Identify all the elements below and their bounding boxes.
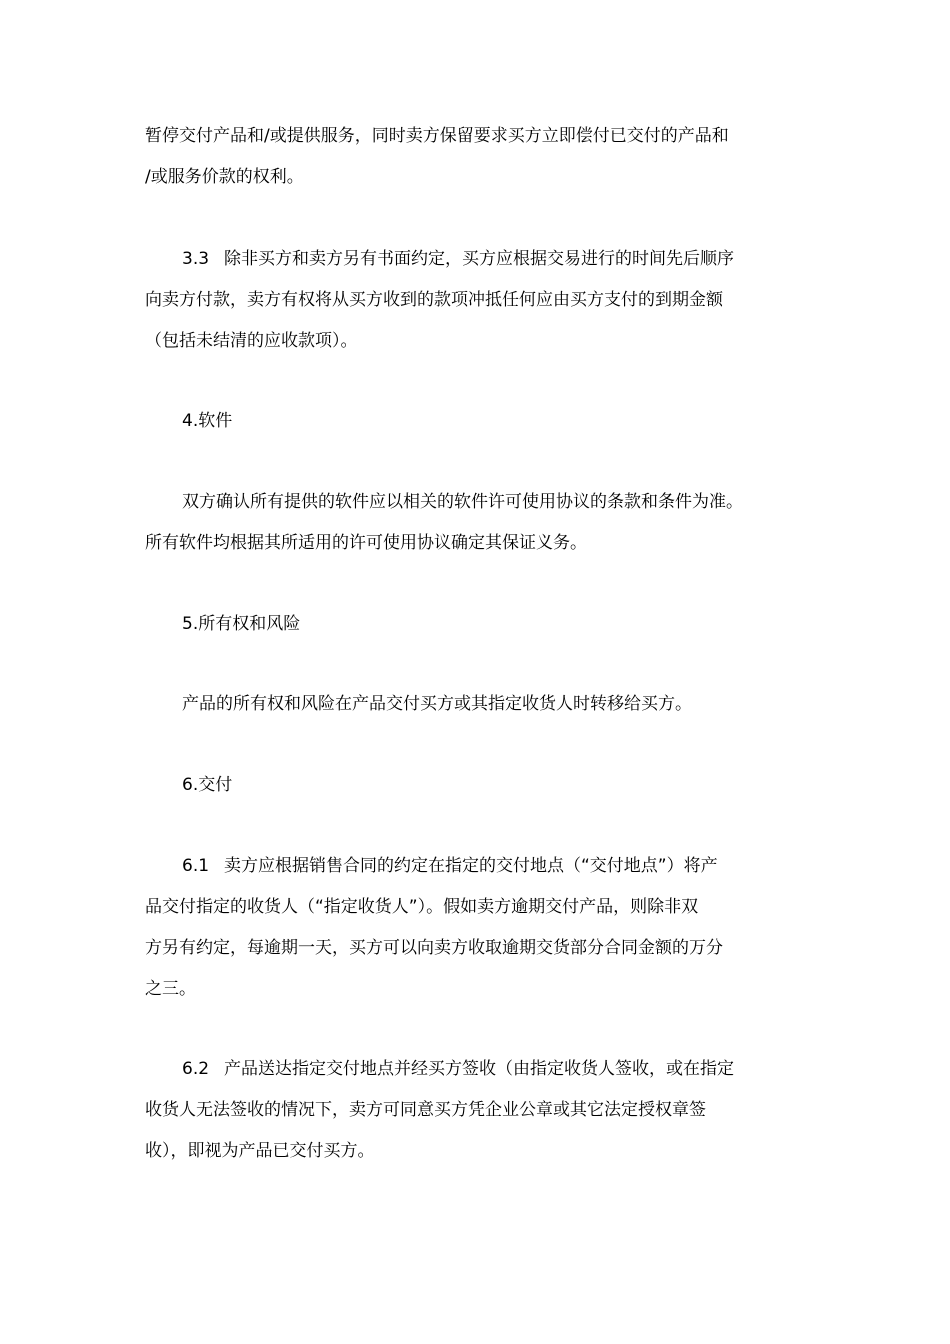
- text-line: 产品送达指定交付地点并经买方签收（由指定收货人签收，或在指定: [224, 1059, 734, 1079]
- clause-6-2: [145, 1049, 810, 1172]
- text-line: 产品的所有权和风险在产品交付买方或其指定收货人时转移给买方。: [182, 694, 692, 714]
- text-line: 向卖方付款，卖方有权将从买方收到的款项冲抵任何应由买方支付的到期金额: [145, 290, 723, 310]
- text-line: 收），即视为产品已交付买方。: [145, 1141, 375, 1161]
- paragraph-software: [145, 482, 810, 564]
- text-line: 双方确认所有提供的软件应以相关的软件许可使用协议的条款和条件为准。: [182, 492, 743, 512]
- text-line: 收货人无法签收的情况下，卖方可同意买方凭企业公章或其它法定授权章签: [145, 1100, 706, 1120]
- text-line: 之三。: [145, 979, 196, 999]
- clause-number: 6.2: [182, 1059, 210, 1079]
- clause-3-3: [145, 239, 810, 362]
- clause-number: 6.1: [182, 856, 210, 876]
- text-line: 所有软件均根据其所适用的许可使用协议确定其保证义务。: [145, 533, 587, 553]
- text-line: （包括未结清的应收款项）。: [145, 331, 358, 351]
- text-line: 除非买方和卖方另有书面约定，买方应根据交易进行的时间先后顺序: [224, 249, 734, 269]
- clause-number: 3.3: [182, 249, 210, 269]
- section-heading-ownership: 5.所有权和风险: [182, 614, 301, 634]
- text-line: 暂停交付产品和/或提供服务，同时卖方保留要求买方立即偿付已交付的产品和: [145, 126, 729, 146]
- paragraph-continuation: [145, 116, 810, 198]
- clause-6-1: [145, 846, 810, 1010]
- text-line: /或服务价款的权利。: [145, 167, 304, 187]
- section-heading-delivery: 6.交付: [182, 775, 233, 795]
- text-line: 卖方应根据销售合同的约定在指定的交付地点（“交付地点”）将产: [224, 856, 718, 876]
- section-heading-software: 4.软件: [182, 411, 233, 431]
- text-line: 方另有约定，每逾期一天，买方可以向卖方收取逾期交货部分合同金额的万分: [145, 938, 723, 958]
- paragraph-ownership: [145, 684, 810, 725]
- text-line: 品交付指定的收货人（“指定收货人”）。假如卖方逾期交付产品，则除非双: [145, 897, 699, 917]
